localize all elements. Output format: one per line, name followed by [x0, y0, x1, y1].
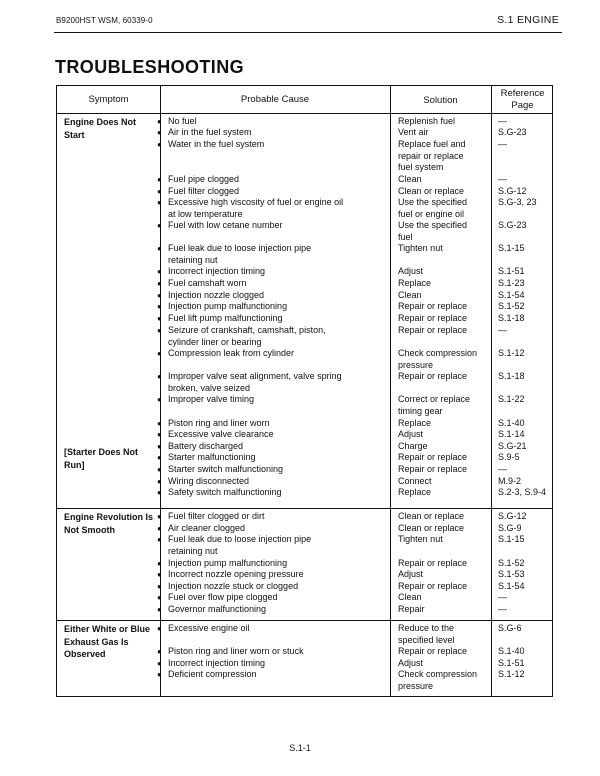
- solution-item: [398, 646, 467, 658]
- reference-page: S.1-22: [498, 394, 525, 404]
- column-divider-3: [491, 86, 492, 696]
- reference-page: —: [498, 116, 507, 126]
- cause-item: [157, 348, 295, 360]
- solution-line: Repair or replace: [398, 646, 468, 656]
- bullet-icon: ●: [157, 267, 162, 276]
- reference-page: S.G-3, 23: [498, 197, 537, 207]
- symptom-label: [64, 446, 138, 471]
- bullet-icon: ●: [157, 488, 162, 497]
- cause-line: Piston ring and liner worn: [168, 418, 270, 428]
- reference-page: S.1-18: [498, 313, 525, 323]
- cause-item: [157, 313, 283, 325]
- cause-item: [157, 197, 344, 220]
- header-row-divider: [57, 113, 552, 114]
- reference-page: S.1-15: [498, 534, 525, 544]
- cause-line: Excessive engine oil: [168, 623, 250, 633]
- reference-page: S.9-5: [498, 452, 520, 462]
- cause-line: Injection nozzle clogged: [168, 290, 265, 300]
- solution-item: [398, 197, 467, 220]
- bullet-icon: ●: [157, 512, 162, 521]
- reference-page: S.1-40: [498, 418, 525, 428]
- bullet-icon: ●: [157, 453, 162, 462]
- cause-item: [157, 569, 304, 581]
- solution-line: Repair or replace: [398, 371, 468, 381]
- solution-item: [398, 658, 423, 670]
- bullet-icon: ●: [157, 442, 162, 451]
- solution-line: Correct or replace: [398, 394, 471, 404]
- solution-line: pressure: [398, 359, 434, 370]
- solution-item: [398, 174, 422, 186]
- cause-item: [157, 220, 283, 232]
- header-right: S.1 ENGINE: [497, 14, 559, 26]
- solution-item: [398, 139, 466, 174]
- cause-line: No fuel: [168, 116, 197, 126]
- bullet-icon: ●: [157, 395, 162, 404]
- bullet-icon: ●: [157, 419, 162, 428]
- reference-page: S.G-21: [498, 441, 527, 451]
- cause-line: Fuel lift pump malfunctioning: [168, 313, 283, 323]
- cause-line: Injection pump malfunctioning: [168, 558, 288, 568]
- reference-page: —: [498, 174, 507, 184]
- solution-item: [398, 348, 477, 371]
- solution-line: Repair or replace: [398, 581, 468, 591]
- solution-item: [398, 301, 467, 313]
- solution-item: [398, 313, 467, 325]
- solution-item: [398, 394, 470, 417]
- bullet-icon: ●: [157, 559, 162, 568]
- reference-page: —: [498, 325, 507, 335]
- solution-item: [398, 325, 467, 337]
- solution-item: [398, 581, 467, 593]
- reference-page: —: [498, 464, 507, 474]
- column-header-symptom: Symptom: [88, 94, 129, 105]
- cause-item: [157, 487, 282, 499]
- cause-item: [157, 523, 246, 535]
- cause-item: [157, 371, 342, 394]
- solution-item: [398, 623, 455, 646]
- solution-line: Adjust: [398, 429, 424, 439]
- reference-page: S.G-23: [498, 220, 527, 230]
- reference-page: S.G-12: [498, 511, 527, 521]
- symptom-label: [64, 623, 150, 661]
- solution-line: Adjust: [398, 569, 424, 579]
- solution-line: Clean or replace: [398, 523, 465, 533]
- solution-line: Connect: [398, 476, 432, 486]
- bullet-icon: ●: [157, 465, 162, 474]
- cause-item: [157, 604, 267, 616]
- header-rule: [54, 32, 562, 33]
- solution-line: Repair or replace: [398, 313, 468, 323]
- cause-line: Excessive valve clearance: [168, 429, 274, 439]
- solution-line: Reduce to the: [398, 623, 455, 633]
- cause-item: [157, 278, 247, 290]
- solution-line: fuel: [398, 231, 413, 242]
- solution-item: [398, 243, 443, 255]
- reference-page: —: [498, 604, 507, 614]
- column-header-cause: Probable Cause: [240, 94, 310, 105]
- cause-item: [157, 394, 255, 406]
- solution-line: Use the specified: [398, 197, 468, 207]
- symptom-label: [64, 116, 136, 141]
- bullet-icon: ●: [157, 349, 162, 358]
- reference-page: S.1-52: [498, 301, 525, 311]
- bullet-icon: ●: [157, 187, 162, 196]
- cause-item: [157, 623, 250, 635]
- bullet-icon: ●: [157, 477, 162, 486]
- solution-item: [398, 487, 431, 499]
- solution-item: [398, 476, 432, 488]
- symptom-line: Observed: [64, 649, 106, 659]
- reference-page: S.1-51: [498, 658, 525, 668]
- cause-item: [157, 534, 312, 557]
- cause-line: Seizure of crankshaft, camshaft, piston,: [168, 325, 326, 335]
- symptom-line: Either White or Blue: [64, 624, 151, 634]
- reference-page: S.1-54: [498, 290, 525, 300]
- solution-item: [398, 429, 423, 441]
- cause-line: Wiring disconnected: [168, 476, 250, 486]
- column-header-reference: [491, 88, 554, 112]
- solution-line: Clean: [398, 592, 422, 602]
- bullet-icon: ●: [157, 175, 162, 184]
- section-divider-2: [57, 620, 552, 621]
- bullet-icon: ●: [157, 279, 162, 288]
- solution-item: [398, 558, 467, 570]
- solution-line: Adjust: [398, 658, 424, 668]
- symptom-line: Engine Does Not: [64, 117, 137, 127]
- solution-line: Replace: [398, 278, 432, 288]
- column-header-solution: Solution: [423, 95, 458, 106]
- cause-line: Starter malfunctioning: [168, 452, 256, 462]
- cause-line: Fuel with low cetane number: [168, 220, 283, 230]
- reference-page: S.G-12: [498, 186, 527, 196]
- cause-item: [157, 511, 265, 523]
- cause-item: [157, 464, 284, 476]
- solution-item: [398, 604, 425, 616]
- cause-line: Injection pump malfunctioning: [168, 301, 288, 311]
- solution-line: Tighten nut: [398, 243, 443, 253]
- cause-item: [157, 266, 266, 278]
- cause-item: [157, 646, 304, 658]
- solution-line: Clean or replace: [398, 511, 465, 521]
- cause-item: [157, 429, 274, 441]
- cause-line: broken, valve seized: [168, 382, 251, 393]
- cause-line: Compression leak from cylinder: [168, 348, 295, 358]
- cause-line: Injection nozzle stuck or clogged: [168, 581, 299, 591]
- solution-item: [398, 418, 431, 430]
- cause-line: Fuel camshaft worn: [168, 278, 247, 288]
- page-number: S.1-1: [289, 743, 311, 753]
- bullet-icon: ●: [157, 570, 162, 579]
- header-left: B9200HST WSM, 60339-0: [56, 16, 153, 25]
- solution-item: [398, 464, 467, 476]
- cause-line: Fuel over flow pipe clogged: [168, 592, 278, 602]
- reference-page: S.G-23: [498, 127, 527, 137]
- solution-line: Check compression: [398, 669, 478, 679]
- cause-line: Excessive high viscosity of fuel or engine oil: [168, 197, 344, 207]
- solution-item: [398, 278, 431, 290]
- solution-item: [398, 511, 464, 523]
- cause-line: Incorrect injection timing: [168, 266, 266, 276]
- cause-line: at low temperature: [168, 208, 243, 219]
- reference-page: S.1-54: [498, 581, 525, 591]
- solution-line: Check compression: [398, 348, 478, 358]
- solution-item: [398, 220, 467, 243]
- cause-line: Fuel leak due to loose injection pipe: [168, 534, 312, 544]
- solution-line: Replace: [398, 418, 432, 428]
- cause-item: [157, 558, 288, 570]
- cause-line: Fuel pipe clogged: [168, 174, 240, 184]
- bullet-icon: ●: [157, 670, 162, 679]
- cause-item: [157, 116, 197, 128]
- reference-page: M.9-2: [498, 476, 522, 486]
- reference-page: S.1-12: [498, 348, 525, 358]
- cause-item: [157, 290, 265, 302]
- solution-line: Repair: [398, 604, 425, 614]
- cause-line: Air cleaner clogged: [168, 523, 246, 533]
- cause-line: Water in the fuel system: [168, 139, 265, 149]
- bullet-icon: ●: [157, 244, 162, 253]
- cause-line: Improper valve timing: [168, 394, 255, 404]
- cause-item: [157, 186, 240, 198]
- cause-item: [157, 658, 266, 670]
- cause-item: [157, 127, 252, 139]
- column-divider-2: [390, 86, 391, 696]
- solution-line: Repair or replace: [398, 464, 468, 474]
- solution-line: Repair or replace: [398, 452, 468, 462]
- bullet-icon: ●: [157, 535, 162, 544]
- solution-line: Tighten nut: [398, 534, 443, 544]
- cause-line: Battery discharged: [168, 441, 244, 451]
- bullet-icon: ●: [157, 593, 162, 602]
- cause-item: [157, 301, 288, 313]
- bullet-icon: ●: [157, 524, 162, 533]
- reference-page: S.1-40: [498, 646, 525, 656]
- bullet-icon: ●: [157, 326, 162, 335]
- solution-item: [398, 592, 422, 604]
- reference-page: S.1-53: [498, 569, 525, 579]
- reference-page: S.1-18: [498, 371, 525, 381]
- bullet-icon: ●: [157, 117, 162, 126]
- solution-line: specified level: [398, 634, 455, 645]
- cause-line: Incorrect nozzle opening pressure: [168, 569, 304, 579]
- reference-page: S.1-14: [498, 429, 525, 439]
- cause-line: cylinder liner or bearing: [168, 336, 262, 347]
- cause-item: [157, 174, 240, 186]
- bullet-icon: ●: [157, 624, 162, 633]
- cause-line: Fuel filter clogged or dirt: [168, 511, 265, 521]
- solution-line: Clean: [398, 174, 422, 184]
- bullet-icon: ●: [157, 659, 162, 668]
- symptom-line: Start: [64, 129, 85, 140]
- cause-item: [157, 581, 299, 593]
- reference-page: S.2-3, S.9-4: [498, 487, 547, 497]
- solution-line: timing gear: [398, 405, 443, 416]
- solution-item: [398, 186, 464, 198]
- cause-item: [157, 139, 265, 151]
- solution-line: Replace: [398, 487, 432, 497]
- cause-item: [157, 418, 270, 430]
- column-header-reference-line1: Reference: [500, 88, 545, 99]
- solution-line: Replenish fuel: [398, 116, 456, 126]
- cause-item: [157, 243, 312, 266]
- bullet-icon: ●: [157, 372, 162, 381]
- cause-line: retaining nut: [168, 545, 218, 556]
- solution-item: [398, 266, 423, 278]
- solution-line: fuel or engine oil: [398, 208, 465, 219]
- solution-item: [398, 441, 428, 453]
- symptom-line: [Starter Does Not: [64, 447, 139, 457]
- solution-line: pressure: [398, 680, 434, 691]
- column-header-reference-line2: Page: [511, 100, 534, 111]
- cause-line: Starter switch malfunctioning: [168, 464, 284, 474]
- cause-item: [157, 476, 250, 488]
- cause-line: Incorrect injection timing: [168, 658, 266, 668]
- solution-line: Repair or replace: [398, 325, 468, 335]
- solution-line: Charge: [398, 441, 428, 451]
- troubleshooting-table: [56, 85, 553, 697]
- solution-item: [398, 290, 422, 302]
- reference-page: S.G-6: [498, 623, 522, 633]
- bullet-icon: ●: [157, 605, 162, 614]
- bullet-icon: ●: [157, 647, 162, 656]
- symptom-label: [64, 511, 153, 536]
- solution-item: [398, 127, 429, 139]
- cause-line: Fuel leak due to loose injection pipe: [168, 243, 312, 253]
- bullet-icon: ●: [157, 302, 162, 311]
- solution-item: [398, 569, 423, 581]
- cause-line: Air in the fuel system: [168, 127, 252, 137]
- solution-line: Repair or replace: [398, 558, 468, 568]
- cause-line: Fuel filter clogged: [168, 186, 240, 196]
- solution-line: Repair or replace: [398, 301, 468, 311]
- bullet-icon: ●: [157, 291, 162, 300]
- cause-line: Piston ring and liner worn or stuck: [168, 646, 304, 656]
- bullet-icon: ●: [157, 198, 162, 207]
- reference-page: —: [498, 139, 507, 149]
- cause-line: Improper valve seat alignment, valve spring: [168, 371, 342, 381]
- solution-line: repair or replace: [398, 150, 464, 161]
- solution-line: Adjust: [398, 266, 424, 276]
- solution-item: [398, 534, 443, 546]
- cause-line: Governor malfunctioning: [168, 604, 267, 614]
- bullet-icon: ●: [157, 128, 162, 137]
- solution-item: [398, 371, 467, 383]
- solution-line: Clean: [398, 290, 422, 300]
- solution-item: [398, 669, 477, 692]
- symptom-line: Not Smooth: [64, 524, 115, 535]
- reference-page: S.G-9: [498, 523, 522, 533]
- solution-item: [398, 116, 455, 128]
- bullet-icon: ●: [157, 140, 162, 149]
- cause-item: [157, 592, 278, 604]
- bullet-icon: ●: [157, 221, 162, 230]
- cause-line: retaining nut: [168, 254, 218, 265]
- bullet-icon: ●: [157, 582, 162, 591]
- reference-page: S.1-52: [498, 558, 525, 568]
- page-title: TROUBLESHOOTING: [55, 57, 244, 77]
- bullet-icon: ●: [157, 430, 162, 439]
- cause-line: Deficient compression: [168, 669, 257, 679]
- solution-line: Clean or replace: [398, 186, 465, 196]
- solution-item: [398, 452, 467, 464]
- solution-line: Use the specified: [398, 220, 468, 230]
- reference-page: S.1-51: [498, 266, 525, 276]
- solution-item: [398, 523, 464, 535]
- symptom-line: Exhaust Gas Is: [64, 636, 129, 647]
- reference-page: S.1-23: [498, 278, 525, 288]
- cause-item: [157, 669, 257, 681]
- symptom-line: Run]: [64, 459, 85, 470]
- solution-line: fuel system: [398, 162, 444, 173]
- cause-item: [157, 452, 256, 464]
- cause-item: [157, 441, 244, 453]
- section-divider-1: [57, 508, 552, 509]
- bullet-icon: ●: [157, 314, 162, 323]
- reference-page: —: [498, 592, 507, 602]
- reference-page: S.1-15: [498, 243, 525, 253]
- symptom-line: Engine Revolution Is: [64, 512, 154, 522]
- solution-line: Replace fuel and: [398, 139, 466, 149]
- cause-line: Safety switch malfunctioning: [168, 487, 282, 497]
- reference-page: S.1-12: [498, 669, 525, 679]
- solution-line: Vent air: [398, 127, 429, 137]
- cause-item: [157, 325, 326, 348]
